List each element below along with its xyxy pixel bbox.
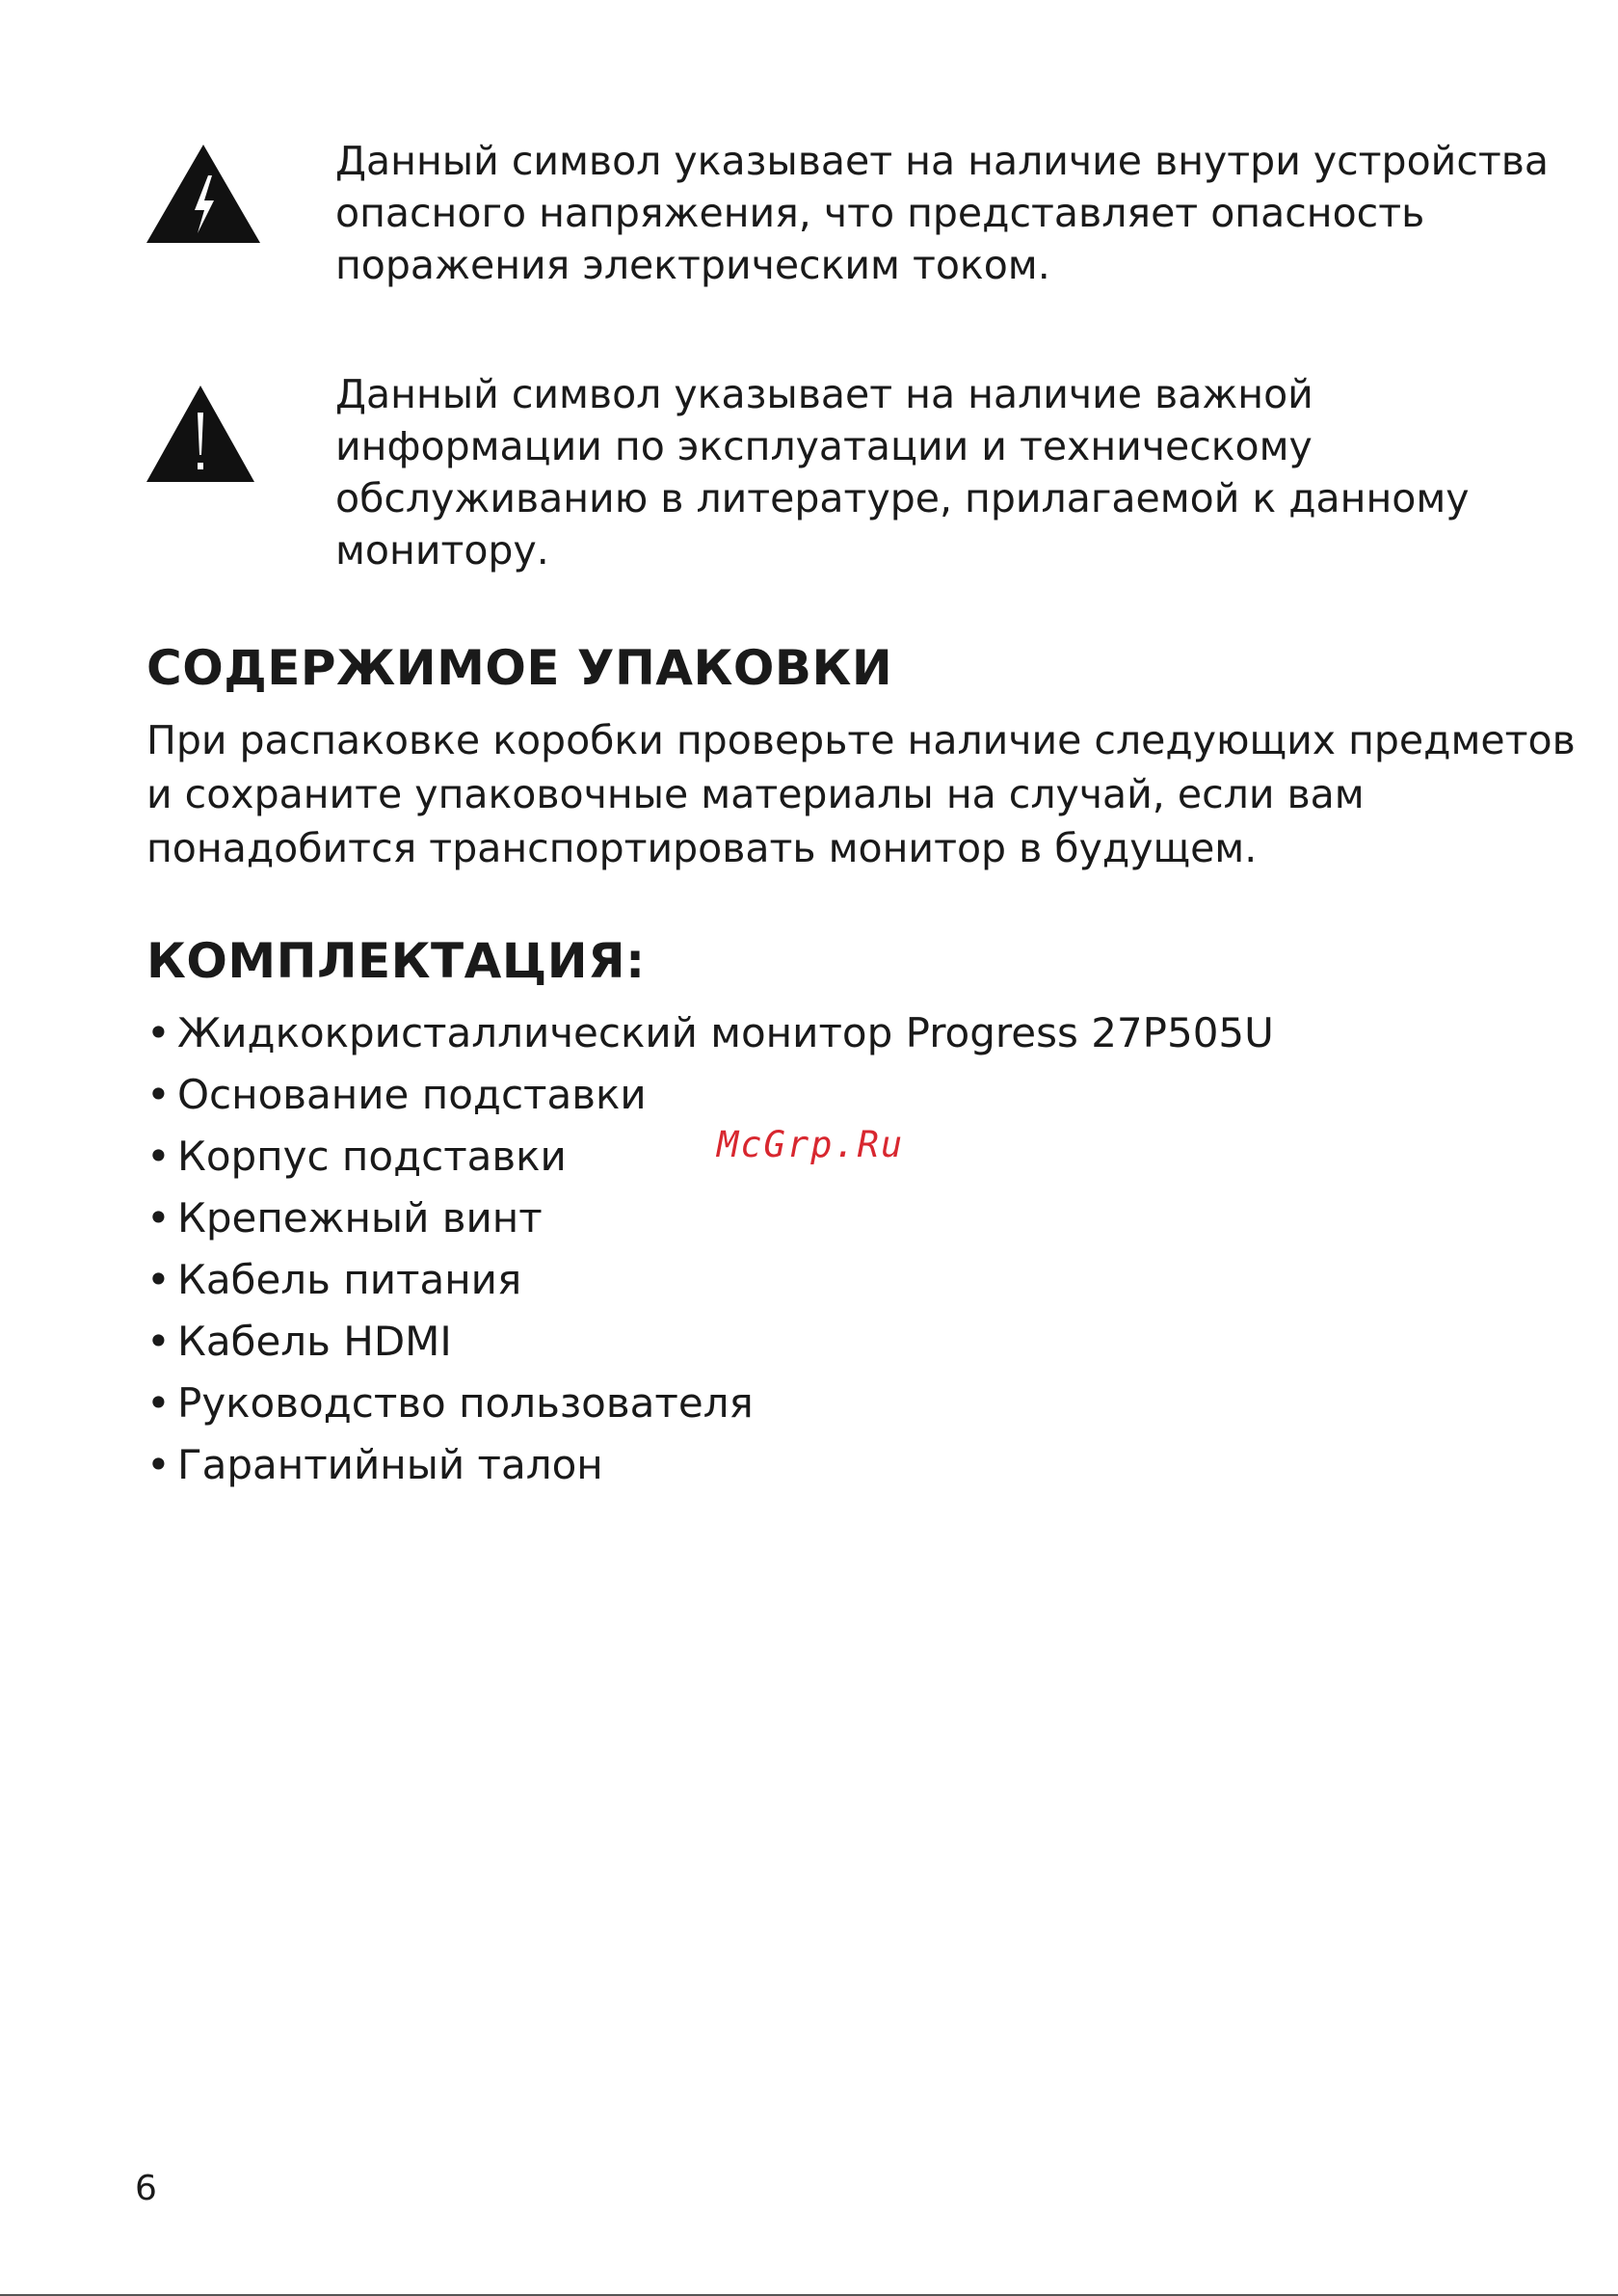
exclamation-warning-icon <box>145 384 256 484</box>
watermark: McGrp.Ru <box>717 1124 905 1165</box>
package-contents-paragraph <box>146 713 1576 875</box>
text-line: Данный символ указывает на наличие внутри устройства <box>335 138 1550 184</box>
text-line: понадобится транспортировать монитор в будущем. <box>146 825 1258 871</box>
text-line: опасного напряжения, что представляет опасность <box>335 190 1425 236</box>
list-item: • Жидкокристаллический монитор Progress 27P505U <box>146 1002 1274 1064</box>
package-contents-heading: СОДЕРЖИМОЕ УПАКОВКИ <box>146 640 893 696</box>
list-item: • Кабель питания <box>146 1249 1274 1311</box>
list-item: • Крепежный винт <box>146 1188 1274 1249</box>
warning-high-voltage-text <box>335 135 1550 291</box>
list-item: • Гарантийный талон <box>146 1434 1274 1496</box>
list-item: • Кабель HDMI <box>146 1311 1274 1373</box>
list-item: • Корпус подставки <box>146 1126 1274 1188</box>
text-line: поражения электрическим током. <box>335 242 1050 288</box>
text-line: и сохраните упаковочные материалы на случай, если вам <box>146 771 1365 817</box>
warning-important-info-text <box>335 368 1530 576</box>
kit-items-list <box>146 1002 1274 1496</box>
list-item: • Руководство пользователя <box>146 1373 1274 1434</box>
text-line: монитору. <box>335 527 549 574</box>
kit-heading: КОМПЛЕКТАЦИЯ: <box>146 933 646 989</box>
text-line: При распаковке коробки проверьте наличие следующих предметов <box>146 717 1576 763</box>
text-line: информации по эксплуатации и техническому <box>335 423 1313 469</box>
page-number: 6 <box>135 2169 157 2208</box>
high-voltage-warning-icon <box>145 143 262 245</box>
text-line: Данный символ указывает на наличие важной <box>335 371 1313 417</box>
text-line: обслуживанию в литературе, прилагаемой к данному <box>335 475 1470 521</box>
list-item: • Основание подставки <box>146 1064 1274 1126</box>
